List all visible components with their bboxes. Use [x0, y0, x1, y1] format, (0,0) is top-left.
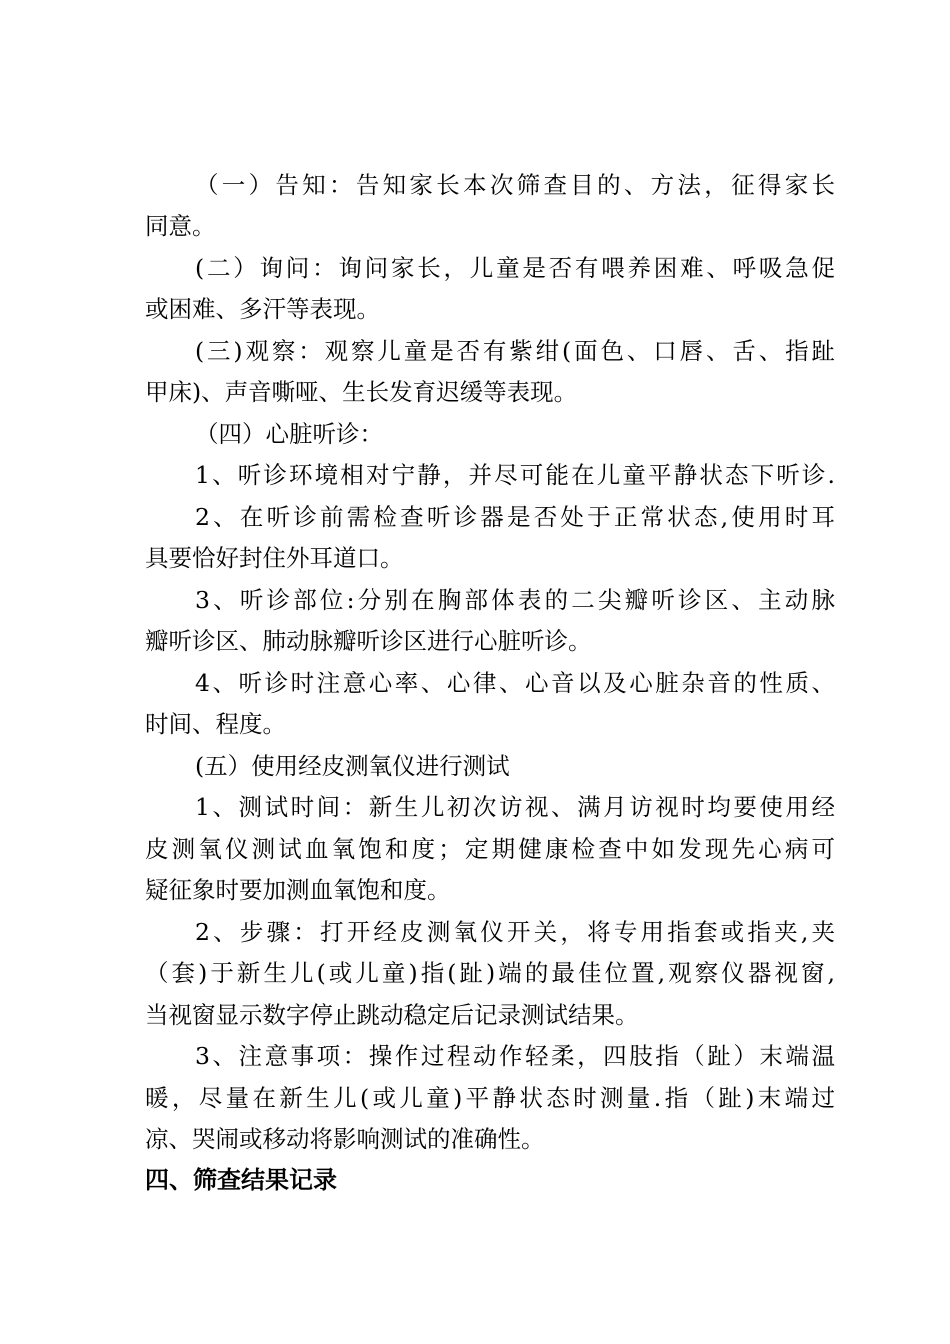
paragraph-8-line-2: 时间、程度。	[145, 710, 286, 738]
paragraph-12-line-1: 3、注意事项：操作过程动作轻柔，四肢指（趾）末端温	[195, 1042, 835, 1070]
paragraph-12-line-2: 暖，尽量在新生儿(或儿童)平静状态时测量.指（趾)末端过	[145, 1084, 835, 1112]
paragraph-3-line-2: 甲床)、声音嘶哑、生长发育迟缓等表现。	[145, 378, 578, 406]
paragraph-6-line-2: 具要恰好封住外耳道口。	[145, 544, 404, 572]
paragraph-7-line-2: 瓣听诊区、肺动脉瓣听诊区进行心脏听诊。	[145, 627, 592, 655]
paragraph-10-line-3: 疑征象时要加测血氧饱和度。	[145, 876, 451, 904]
section-heading: 四、筛查结果记录	[145, 1166, 337, 1194]
paragraph-8-line-1: 4、听诊时注意心率、心律、心音以及心脏杂音的性质、	[195, 669, 835, 697]
paragraph-7-line-1: 3、听诊部位:分别在胸部体表的二尖瓣听诊区、主动脉	[195, 586, 835, 614]
paragraph-5-line-1: 1、听诊环境相对宁静，并尽可能在儿童平静状态下听诊.	[195, 461, 835, 489]
paragraph-2-line-1: (二）询问：询问家长，儿童是否有喂养困难、呼吸急促	[195, 254, 835, 282]
paragraph-11-line-3: 当视窗显示数字停止跳动稳定后记录测试结果。	[145, 1001, 639, 1029]
paragraph-10-line-2: 皮测氧仪测试血氧饱和度；定期健康检查中如发现先心病可	[145, 835, 835, 863]
paragraph-10-line-1: 1、测试时间：新生儿初次访视、满月访视时均要使用经	[195, 793, 835, 821]
paragraph-2-line-2: 或困难、多汗等表现。	[145, 295, 380, 323]
paragraph-1-line-1: （一）告知：告知家长本次筛查目的、方法，征得家长	[195, 171, 835, 199]
paragraph-6-line-1: 2、在听诊前需检查听诊器是否处于正常状态,使用时耳	[195, 503, 835, 531]
paragraph-11-line-1: 2、步骤：打开经皮测氧仪开关，将专用指套或指夹,夹	[195, 918, 835, 946]
paragraph-9-line-1: (五）使用经皮测氧仪进行测试	[195, 752, 510, 780]
paragraph-4-line-1: （四）心脏听诊：	[195, 420, 383, 448]
paragraph-1-line-2: 同意。	[145, 212, 216, 240]
paragraph-3-line-1: (三)观察：观察儿童是否有紫绀(面色、口唇、舌、指趾	[195, 337, 835, 365]
paragraph-12-line-3: 凉、哭闹或移动将影响测试的准确性。	[145, 1125, 545, 1153]
paragraph-11-line-2: （套)于新生儿(或儿童)指(趾)端的最佳位置,观察仪器视窗,	[145, 959, 835, 987]
